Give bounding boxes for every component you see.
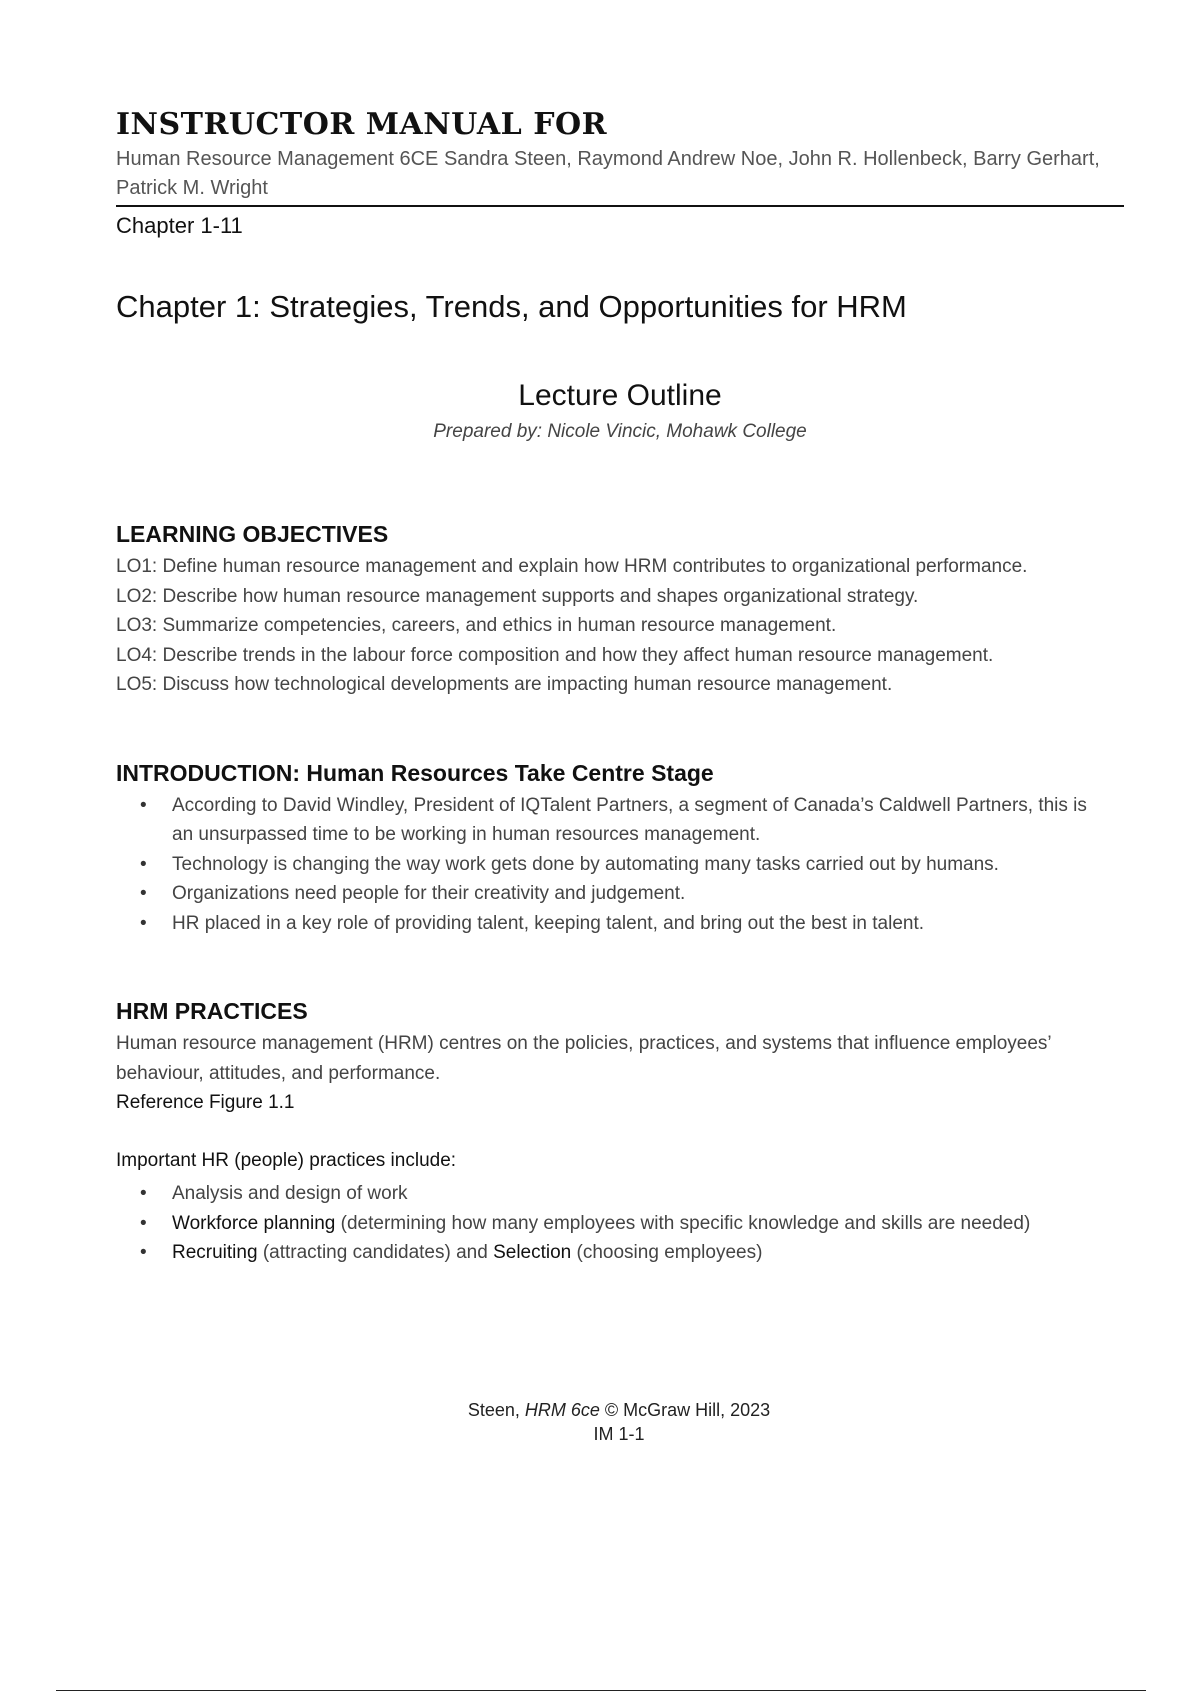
prepared-by: Prepared by: Nicole Vincic, Mohawk College: [433, 421, 807, 442]
list-item: [116, 791, 1102, 850]
list-item-text: Technology is changing the way work gets done by automating many tasks carried out by humans.: [172, 853, 999, 875]
introduction-list: [116, 791, 1124, 939]
list-item-text: Organizations need people for their creativity and judgement.: [172, 883, 686, 904]
introduction-heading: INTRODUCTION: Human Resources Take Centre Stage: [116, 759, 714, 786]
figure-reference: Reference Figure 1.1: [116, 1092, 295, 1113]
bullet-icon: •: [140, 794, 147, 816]
page-number: IM 1-1: [593, 1424, 645, 1444]
footer-copyright: [0, 1398, 1200, 1422]
term-workforce-planning: Workforce planning: [172, 1212, 336, 1234]
list-item-text: (determining how many employees with specific knowledge and skills are needed): [335, 1212, 1031, 1234]
footer-author: Steen,: [467, 1400, 525, 1420]
learning-objectives-list: [116, 552, 1124, 700]
bullet-icon: •: [140, 1242, 147, 1263]
list-item-text: (attracting candidates) and: [257, 1242, 494, 1263]
list-item-text: (choosing employees): [571, 1242, 763, 1263]
list-item-text: Analysis and design of work: [172, 1183, 408, 1204]
book-citation: Human Resource Management 6CE Sandra Steen, Raymond Andrew Noe, John R. Hollenbeck, Barry Gerhart, Patrick M. Wright: [116, 148, 1100, 199]
bullet-icon: •: [140, 883, 147, 904]
page-bottom-divider: [56, 1690, 1146, 1691]
objective-item: LO5: Discuss how technological developments are impacting human resource management.: [116, 674, 893, 695]
objective-item: LO3: Summarize competencies, careers, and ethics in human resource management.: [116, 615, 837, 636]
header-divider: [116, 205, 1124, 207]
term-recruiting: Recruiting: [172, 1242, 258, 1263]
practices-list-intro: Important HR (people) practices include:: [116, 1149, 457, 1171]
list-item: [116, 1179, 1102, 1209]
term-selection: Selection: [493, 1242, 572, 1263]
list-item: [116, 1209, 1102, 1239]
hrm-definition: Human resource management (HRM) centres on the policies, practices, and systems that influence employees’ behaviour, attitudes, and performance.: [116, 1033, 1051, 1084]
bullet-icon: •: [140, 1183, 147, 1204]
bullet-icon: •: [140, 853, 147, 875]
list-item: [116, 909, 1102, 939]
hr-practices-list: [116, 1179, 1124, 1268]
page-footer: [0, 1398, 1200, 1446]
hrm-practices-heading: HRM PRACTICES: [116, 998, 308, 1024]
bullet-icon: •: [140, 912, 147, 934]
objective-item: LO2: Describe how human resource management supports and shapes organizational strategy.: [116, 585, 919, 607]
learning-objectives-heading: LEARNING OBJECTIVES: [116, 521, 389, 547]
list-item-text: According to David Windley, President of IQTalent Partners, a segment of Canada’s Caldwell Partners, this is an unsurpassed time to be working in human resources management.: [172, 794, 1087, 845]
chapter-title: Chapter 1: Strategies, Trends, and Opportunities for HRM: [116, 289, 907, 324]
footer-publisher: © McGraw Hill, 2023: [599, 1400, 771, 1420]
objective-item: LO4: Describe trends in the labour force composition and how they affect human resource management.: [116, 644, 994, 666]
list-item: [116, 879, 1102, 909]
list-item-text: HR placed in a key role of providing talent, keeping talent, and bring out the best in talent.: [172, 912, 925, 934]
manual-title: INSTRUCTOR MANUAL FOR: [116, 107, 608, 142]
bullet-icon: •: [140, 1212, 147, 1234]
list-item: [116, 850, 1102, 880]
chapter-range: Chapter 1-11: [116, 213, 243, 238]
list-item: [116, 1238, 1102, 1268]
document-page: [116, 108, 1124, 1268]
objective-item: LO1: Define human resource management and explain how HRM contributes to organizational performance.: [116, 556, 1028, 577]
footer-book: HRM 6ce: [524, 1400, 600, 1420]
lecture-outline-title: Lecture Outline: [518, 379, 722, 412]
